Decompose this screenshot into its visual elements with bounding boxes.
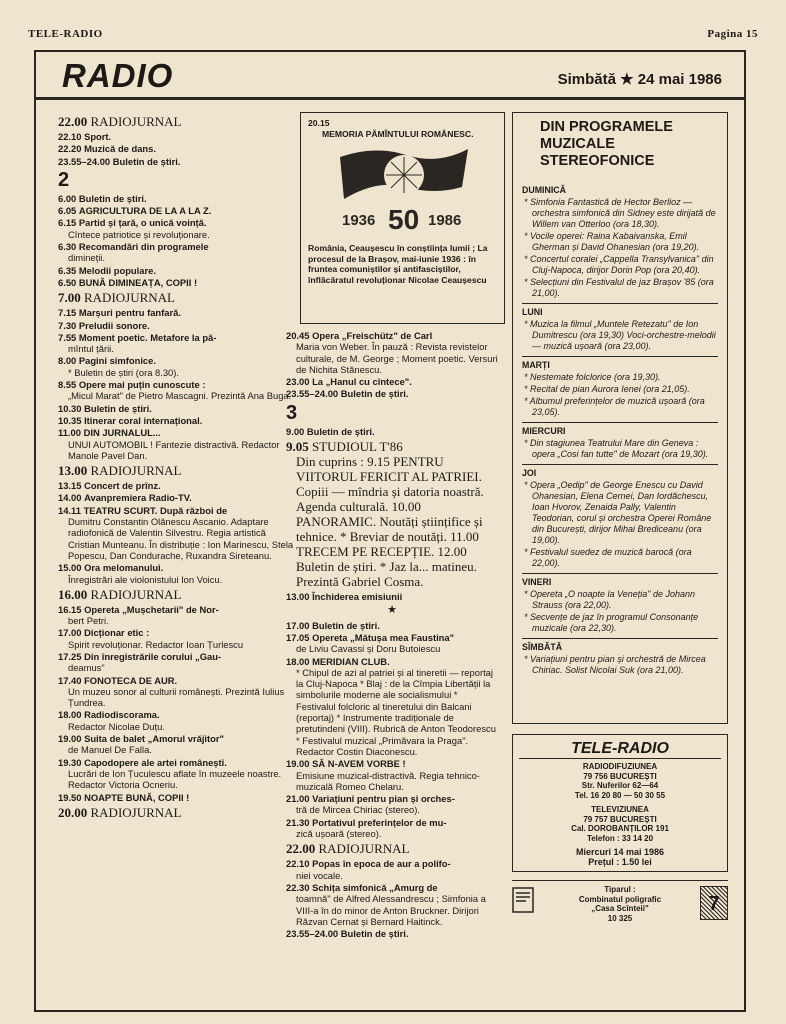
program-item (58, 733, 300, 756)
program-item (286, 426, 498, 437)
program-details: Din cuprins : 9.15 PENTRU VIITORUL FERICIT AL PATRIEI. Copiii — mîndria și datoria noastră. Agenda culturală. 10.00 PANORAMIC. Noutăți științifice și tehnice. * Breviar de noutăți. 11.00 TRECEM PE RECEPȚIE. 12.00 Buletin de știri. * Jaz la... matineu. Prezintă Gabriel Cosma. (296, 454, 484, 590)
featured-description: România, Ceaușescu în conștiința lumii ; La procesul de la Brașov, mai-iunie 1936 : în fruntea comuniștilor și antifasciștilor, înflăcăratul revoluționar Nicolae Ceaușescu (308, 243, 488, 285)
program-time: 9.00 (286, 425, 305, 437)
program-details: tră de Mircea Chiriac (stereo). (296, 804, 420, 816)
program-item (286, 330, 498, 375)
program-title: Suita de balet „Amorul vrăjitor" (84, 733, 224, 745)
featured-program-box (300, 112, 505, 324)
program-time: 9.05 (286, 439, 309, 455)
weekday-heading: MIERCURI (522, 422, 718, 437)
program-time: 17.25 (58, 650, 82, 662)
program-time: 6.35 (58, 264, 77, 276)
program-title: Buletin de știri. (306, 425, 375, 437)
program-item (286, 620, 498, 631)
stereo-program: * Din stagiunea Teatrului Mare din Geneva : opera „Cosi fan tutte" de Mozart (ora 19,30). (524, 438, 709, 459)
program-time: 21.00 (286, 793, 310, 805)
channel-heading: 2 (58, 168, 70, 191)
printer-info: Tiparul : Combinatul poligrafic „Casa Scînteii" 10 325 7 (512, 880, 728, 936)
program-title: RADIOJURNAL (90, 463, 182, 479)
program-item (58, 143, 300, 154)
program-time: 22.20 (58, 143, 82, 155)
program-item (58, 379, 300, 402)
program-details: de Manuel De Falla. (68, 744, 152, 756)
program-item (58, 290, 300, 305)
program-item (286, 793, 498, 816)
program-title: Buletin de știri. (340, 928, 409, 940)
program-title: Variațiuni pentru pian și orches- (312, 793, 455, 805)
program-item (58, 307, 300, 318)
program-time: 6.00 (58, 192, 77, 204)
stereo-program: * Opera „Oedip" de George Enescu cu David Ohanesian, Elena Cernei, Dan Iordăchescu, Ioan Hvorov, Zenaida Pally, Valentin Teodorian, corul și orchestra Operei Române din București, dirijor Mihai Brediceanu (ora 19,00). (524, 480, 712, 545)
program-details: Lucrări de Ion Țuculescu aflate în muzeele noastre. Redactor Victoria Ocneriu. (68, 767, 282, 791)
program-title: Schița simfonică „Amurg de (312, 881, 438, 893)
program-details: Dumitru Constantin Olănescu Ascanio. Adaptare radiofonică de Valentin Silvestru. Regia artistică Cristian Munteanu. În distribuție : Ion Marinescu, Stela Popescu, Dan Condurache, Ruxandra Sireteanu. (68, 516, 294, 561)
program-time: 17.00 (58, 627, 82, 639)
flag-emblem-icon (334, 143, 474, 235)
program-time: 19.00 (286, 758, 310, 770)
program-item (58, 492, 300, 503)
program-time: 23.55–24.00 (286, 928, 339, 940)
weekday-heading: MARȚI (522, 356, 718, 371)
program-time: 13.00 (286, 591, 310, 603)
program-title: Concert de prînz. (84, 480, 161, 492)
issue-date: Miercuri 14 mai 1986 (575, 847, 665, 857)
program-title: Melodii populare. (78, 264, 156, 276)
program-details: deamus" (68, 662, 105, 674)
program-time: 18.00 (58, 709, 82, 721)
program-item (58, 757, 300, 791)
program-title: Buletin de știri. (312, 619, 380, 631)
program-title: La „Hanul cu cîntece". (312, 376, 412, 388)
weekday-heading: SÎMBĂTĂ (522, 638, 718, 653)
program-title: Pagini simfonice. (78, 355, 156, 367)
program-title: SĂ N-AVEM VORBE ! (312, 758, 406, 770)
program-item (58, 627, 300, 650)
program-time: 23.55–24.00 (286, 388, 339, 400)
column-program-1-2 (58, 112, 300, 822)
program-item (58, 355, 300, 378)
program-time: 14.00 (58, 492, 82, 504)
program-title: Popas în epoca de aur a polifo- (312, 858, 451, 870)
program-time: 6.50 (58, 276, 77, 288)
program-time: 22.00 (286, 841, 316, 857)
program-item (58, 792, 300, 803)
program-title: RADIOJURNAL (84, 290, 175, 306)
program-item (286, 841, 498, 856)
program-title: FONOTECA DE AUR. (84, 674, 178, 686)
weekday-heading: LUNI (522, 303, 718, 318)
program-title: Radiodiscorama. (84, 709, 160, 721)
program-title: Itinerar coral internațional. (84, 414, 203, 426)
program-time: 22.10 (58, 131, 82, 142)
program-title: Sport. (84, 131, 112, 142)
stereo-program: * Muzica la filmul „Muntele Retezatu" de Ion Dumitrescu (ora 19,30) Voci-orchestre-melodii — muzică ușoară (ora 23,00). (524, 319, 716, 351)
channel-heading-3: 3 (286, 401, 298, 424)
program-title: Muzică de dans. (84, 143, 156, 155)
program-title: Moment poetic. Metafore la pă- (78, 331, 217, 343)
program-time: 22.10 (286, 858, 310, 870)
program-time: 13.15 (58, 480, 82, 492)
program-details: UNUI AUTOMOBIL ! Fantezie distractivă. Redactor Manole Pavel Dan. (68, 438, 280, 461)
program-time: 21.30 (286, 816, 310, 828)
program-time: 7.00 (58, 290, 81, 306)
program-item (286, 817, 498, 840)
program-title: RADIOJURNAL (90, 586, 182, 602)
program-item (58, 709, 300, 732)
program-item (58, 156, 300, 167)
tele-radio-box: TELE-RADIO RADIODIFUZIUNEA 79 756 BUCUREȘTI Str. Nuferilor 62—64 Tel. 16 20 80 — 50 30 55 TELEVIZIUNEA 79 757 BUCUREȘTI Cal. DOROBANȚILOR 191 Telefon : 33 14 20 Miercuri 14 mai 1986 Prețul : 1.50 lei (512, 734, 728, 872)
program-title: Buletin de știri. (112, 155, 181, 167)
program-details: Cîntece patriotice și revoluționare. (68, 228, 210, 240)
program-item (58, 505, 300, 561)
program-title: DIN JURNALUL... (83, 427, 161, 439)
program-item (58, 217, 300, 240)
program-item (58, 427, 300, 461)
weekday-heading: VINERI (522, 573, 718, 588)
program-item (58, 480, 300, 491)
program-time: 13.00 (58, 463, 88, 479)
weekday-heading: DUMINICĂ (522, 185, 566, 195)
program-title: Marșuri pentru fanfară. (78, 307, 181, 319)
program-time: 19.50 (58, 791, 82, 803)
program-time: 16.00 (58, 586, 88, 602)
program-time: 15.00 (58, 562, 82, 574)
program-time: 14.11 (58, 504, 81, 516)
program-item (286, 439, 498, 589)
stereo-program: * Simfonia Fantastică de Hector Berlioz — orchestra simfonică din Sidney este dirijată de Willem van Otterloo (ora 18,30). (524, 197, 716, 229)
logo-year-start: 1936 (342, 212, 376, 229)
logo-year-end: 1986 (428, 212, 462, 229)
stereo-program: * Albumul preferințelor de muzică ușoară (ora 23,05). (524, 396, 705, 417)
publication-name: TELE-RADIO (28, 28, 103, 40)
program-title: Preludii sonore. (78, 319, 150, 331)
program-details: mîntul țării. (68, 343, 114, 355)
program-time: 7.55 (58, 331, 77, 343)
program-item (286, 632, 498, 655)
featured-time: 20.15 (308, 118, 330, 128)
program-item (286, 882, 498, 927)
stereo-programs-box (512, 112, 728, 724)
radio-page-frame (34, 50, 746, 1012)
column-program-2-3 (286, 112, 498, 940)
program-title: AGRICULTURA DE LA A LA Z. (78, 205, 212, 217)
page-number: Pagina 15 (707, 28, 758, 40)
stereo-title: DIN PROGRAMELE MUZICALE STEREOFONICE (540, 119, 673, 169)
program-details: * Buletin de știri (ora 8.30). (68, 366, 179, 378)
program-title: Avanpremiera Radio-TV. (84, 492, 192, 504)
program-item (286, 388, 498, 399)
program-title: NOAPTE BUNĂ, COPII ! (84, 791, 190, 803)
program-details: Maria von Weber. În pauză : Revista revistelor culturale, de M. George ; Moment poetic. Versuri de Nichita Stănescu. (296, 341, 498, 375)
program-time: 20.00 (58, 804, 88, 820)
program-item (58, 403, 300, 414)
program-item (286, 858, 498, 881)
program-details: zică ușoară (stereo). (296, 828, 382, 840)
program-details: niei vocale. (296, 869, 343, 881)
stereo-program: * Variațiuni pentru pian și orchestră de Mircea Chiriac. Solist Nicolai Suk (ora 21,00). (524, 654, 706, 675)
stereo-program: * Festivalul suedez de muzică barocă (ora 22,00). (524, 547, 692, 568)
stereo-program: * Nestemate folclorice (ora 19,30). (524, 372, 661, 382)
program-item (58, 277, 300, 288)
issue-badge: 7 (700, 886, 728, 920)
program-details: Emisiune muzical-distractivă. Regia tehnico-muzicală Romeo Chelaru. (296, 769, 480, 792)
program-title: Buletin de știri. (78, 192, 147, 204)
book-icon (512, 885, 534, 915)
program-title: Opera „Freischütz" de Carl (312, 330, 433, 341)
program-item (286, 928, 498, 939)
program-item (58, 205, 300, 216)
program-item (286, 656, 498, 758)
program-time: 10.35 (58, 414, 82, 426)
program-item (58, 131, 300, 142)
program-title: BUNĂ DIMINEAȚA, COPII ! (78, 276, 198, 288)
program-item (286, 758, 498, 792)
program-details: dimineții. (68, 252, 105, 264)
program-time: 7.30 (58, 319, 77, 331)
program-details: Înregistrări ale violonistului Ion Voicu. (68, 573, 223, 585)
weekday-heading: JOI (522, 464, 718, 479)
program-time: 23.55–24.00 (58, 155, 111, 167)
program-time: 23.00 (286, 376, 310, 388)
program-time: 22.30 (286, 881, 310, 893)
program-details: de Liviu Cavassi și Doru Butoiescu (296, 643, 441, 655)
program-item (58, 587, 300, 602)
program-title: STUDIOUL T'86 (312, 439, 403, 455)
program-time: 8.55 (58, 379, 77, 391)
stereo-program: * Recital de pian Aurora Ienei (ora 21,05). (524, 384, 690, 394)
program-details: Un muzeu sonor al culturii românești. Prezintă Iulius Țundrea. (68, 685, 285, 709)
program-item (58, 562, 300, 585)
program-item (58, 332, 300, 355)
program-details: Spirit revoluționar. Redactor Ioan Țurlescu (68, 638, 244, 650)
section-date: Simbătă ★ 24 mai 1986 (557, 71, 722, 88)
program-details: * Chipul de azi al patriei și al tineretii — reportaj la Cluj-Napoca * Blaj : de la Cîmpia Libertății la simbolurile moderne ale socialismului * Festivalul folcloric al tineretului din Balcani (reportaj) * Instrumente tradiționale de pretutindeni (VIII). Rubrică de Anton Teodorescu * Festivalul muzical „Primăvara la Praga". Redactor Costin Diaconescu. (296, 666, 496, 757)
program-time: 16.15 (58, 603, 82, 615)
price: Prețul : 1.50 lei (588, 856, 652, 867)
program-time: 22.00 (58, 114, 88, 129)
program-time: 6.15 (58, 217, 77, 229)
program-item (58, 675, 300, 709)
anniversary-logo (308, 143, 497, 239)
program-details: Redactor Nicolae Duțu. (68, 720, 165, 732)
program-details: „Micul Marat" de Pietro Mascagni. Prezintă Ana Buga. (68, 390, 292, 402)
column-sidebar (512, 112, 728, 936)
program-title: TEATRU SCURT. După război de (83, 504, 228, 516)
program-title: Opereta „Mătușa mea Faustina" (312, 631, 455, 643)
program-item (58, 320, 300, 331)
program-title: Buletin de știri. (84, 402, 152, 414)
program-item (58, 463, 300, 478)
program-time: 19.30 (58, 756, 82, 768)
program-time: 17.05 (286, 631, 310, 643)
section-title: RADIO (62, 57, 174, 94)
page-header (28, 22, 758, 42)
program-details: bert Petri. (68, 615, 109, 627)
program-time: 10.30 (58, 402, 82, 414)
program-title: RADIOJURNAL (90, 804, 182, 820)
program-item (286, 376, 498, 387)
program-time: 17.40 (58, 674, 82, 686)
program-time: 17.00 (286, 619, 310, 631)
program-time: 20.45 (286, 330, 310, 341)
program-title: Ora melomanului. (84, 562, 164, 574)
program-title: RADIOJURNAL (90, 114, 182, 129)
program-title: Opere mai puțin cunoscute : (78, 379, 206, 391)
program-time: 18.00 (286, 655, 310, 667)
stereo-program: * Vocile operei: Raina Kabaivanska, Emil Gherman și David Ohanesian (ora 19,20). (524, 231, 700, 252)
program-time: 7.15 (58, 307, 77, 319)
program-title: Dicționar etic : (84, 627, 150, 639)
stereo-program: * Concertul coralei „Cappella Transylvanica" din Cluj-Napoca, dirijor Dorin Pop (ora 20,40). (524, 254, 714, 275)
tele-radio-title: TELE-RADIO (519, 739, 721, 759)
featured-title: MEMORIA PĂMÎNTULUI ROMÂNESC. (322, 128, 474, 139)
program-time: 11.00 (58, 427, 81, 439)
program-item (58, 265, 300, 276)
program-title: Închiderea emisiunii (312, 591, 403, 603)
program-item (58, 604, 300, 627)
program-item (58, 651, 300, 674)
program-item (58, 805, 300, 820)
program-title: Buletin de știri. (340, 388, 409, 400)
logo-year-count: 50 (388, 204, 420, 235)
program-title: Partid și țară, o unică voință. (78, 217, 207, 229)
program-title: Capodopere ale artei românești. (84, 756, 227, 768)
program-title: Portativul preferințelor de mu- (312, 816, 447, 828)
stereo-program: * Selecțiuni din Festivalul de jaz Brașov '85 (ora 21,00). (524, 277, 714, 298)
program-item (286, 591, 498, 602)
program-title: Opereta „Mușchetarii" de Nor- (84, 603, 219, 615)
program-item (58, 114, 300, 129)
program-item (58, 415, 300, 426)
program-title: RADIOJURNAL (318, 841, 410, 857)
program-time: 6.30 (58, 241, 77, 253)
program-item (58, 241, 300, 264)
program-time: 19.00 (58, 733, 82, 745)
program-time: 8.00 (58, 355, 77, 367)
program-title: Din înregistrările corului „Gau- (84, 650, 222, 662)
program-details: toamnă" de Alfred Alessandrescu ; Simfonia a VIII-a în do minor de Anton Bruckner. Dirijori Răzvan Cernat și Bernard Haitinck. (296, 893, 486, 927)
program-time: 6.05 (58, 205, 77, 217)
program-title: MERIDIAN CLUB. (312, 655, 390, 667)
program-item (58, 193, 300, 204)
section-header (36, 52, 744, 100)
program-title: Recomandări din programele (78, 241, 209, 253)
separator-star: ★ (387, 604, 397, 617)
stereo-program: * Secvențe de jaz în programul Consonanțe muzicale (ora 22,30). (524, 612, 699, 633)
stereo-program: * Opereta „O noapte la Veneția" de Johann Strauss (ora 22,00). (524, 589, 695, 610)
